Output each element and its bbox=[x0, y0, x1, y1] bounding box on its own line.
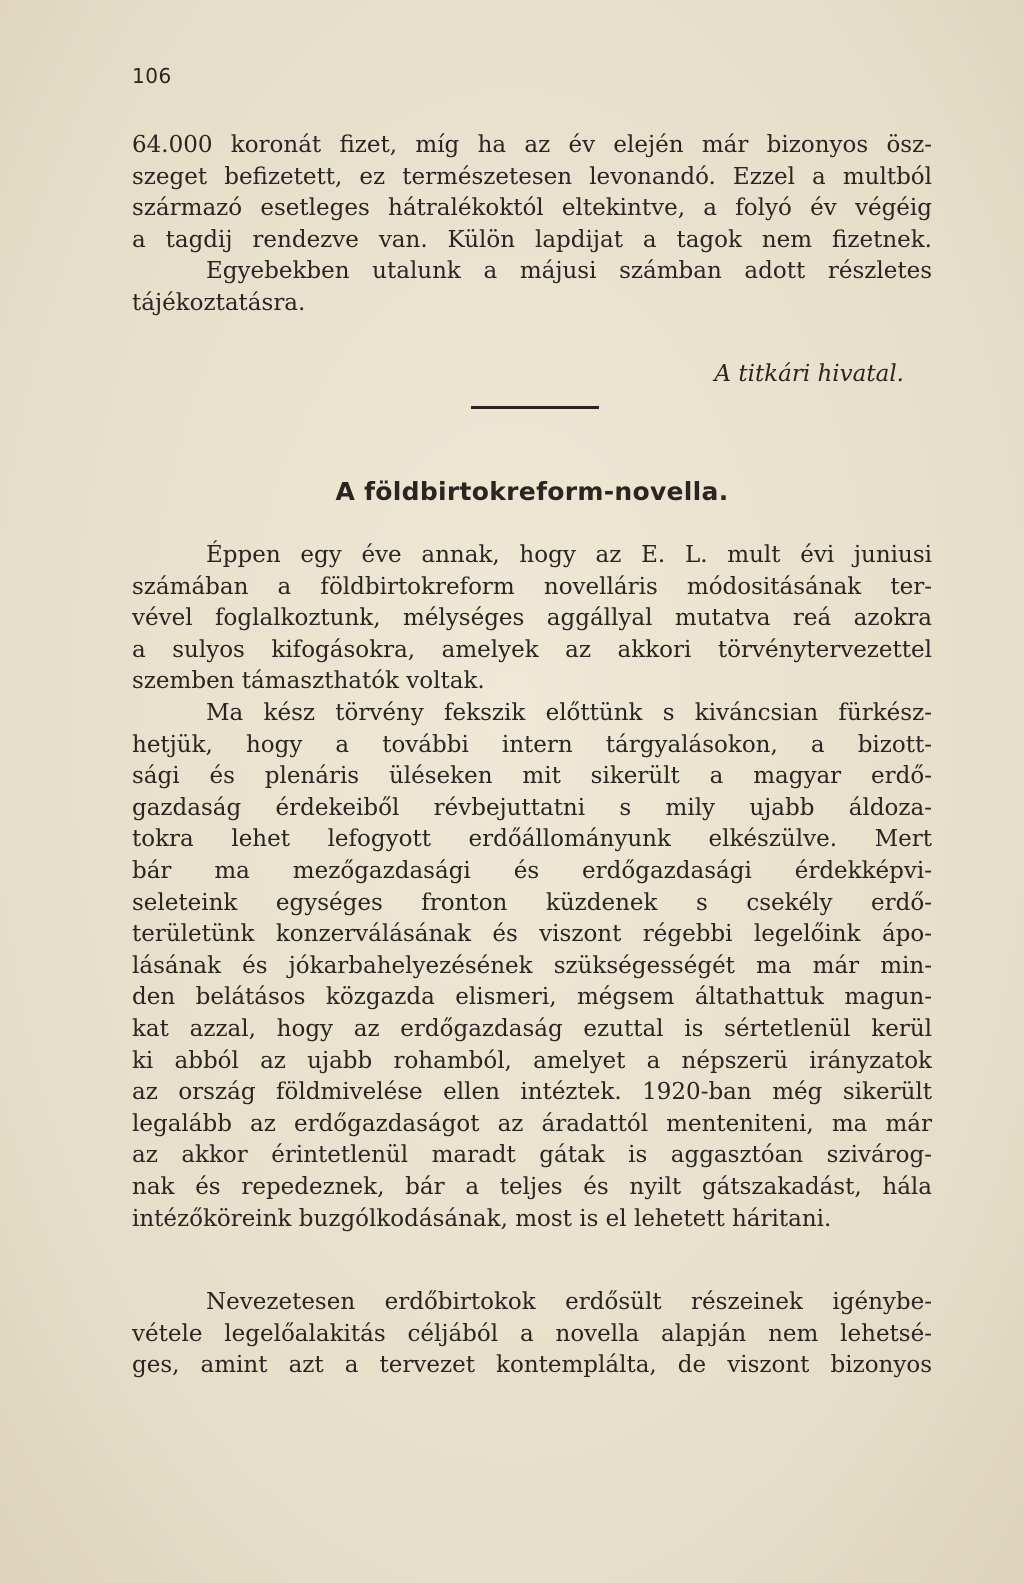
article-paragraph-3 bbox=[132, 1287, 932, 1382]
text-line: az ország földmivelése ellen intéztek. 1920-ban még sikerült bbox=[132, 1079, 932, 1106]
text-line: területünk konzerválásának és viszont régebbi legelőink ápo- bbox=[132, 921, 932, 948]
text-line: Egyebekben utalunk a májusi számban adott részletes bbox=[206, 258, 932, 285]
text-line: hetjük, hogy a további intern tárgyalásokon, a bizott- bbox=[132, 731, 932, 758]
text-line: vétele legelőalakitás céljából a novella alapján nem lehetsé- bbox=[132, 1320, 932, 1347]
text-line: számában a földbirtokreform novelláris módositásának ter- bbox=[132, 573, 932, 600]
text-line: sági és plenáris üléseken mit sikerült a magyar erdő- bbox=[132, 763, 932, 790]
section-divider bbox=[471, 406, 599, 409]
notice-signature: A titkári hivatal. bbox=[714, 361, 904, 387]
text-line: Éppen egy éve annak, hogy az E. L. mult évi juniusi bbox=[206, 542, 932, 568]
text-line: bár ma mezőgazdasági és erdőgazdasági érdekképvi- bbox=[132, 857, 932, 884]
text-line: 64.000 koronát fizet, míg ha az év elején már bizonyos ösz- bbox=[132, 132, 932, 158]
text-line: a sulyos kifogásokra, amelyek az akkori törvénytervezettel bbox=[132, 636, 932, 663]
text-line: a tagdij rendezve van. Külön lapdijat a tagok nem fizetnek. bbox=[132, 226, 932, 253]
text-line: den belátásos közgazda elismeri, mégsem áltathattuk magun- bbox=[132, 984, 932, 1011]
article-paragraph-1 bbox=[132, 540, 932, 698]
text-line: seleteink egységes fronton küzdenek s csekély erdő- bbox=[132, 889, 932, 916]
notice-paragraph bbox=[132, 130, 932, 320]
text-line: vével foglalkoztunk, mélységes aggállyal mutatva reá azokra bbox=[132, 605, 932, 632]
text-line: tájékoztatásra. bbox=[132, 289, 306, 316]
text-line: szemben támaszthatók voltak. bbox=[132, 668, 485, 695]
text-line: tokra lehet lefogyott erdőállományunk elkészülve. Mert bbox=[132, 826, 932, 853]
page-number: 106 bbox=[132, 64, 172, 88]
text-line: Nevezetesen erdőbirtokok erdősült részeinek igénybe- bbox=[206, 1289, 932, 1315]
text-line: származó esetleges hátralékoktól eltekintve, a folyó év végéig bbox=[132, 195, 932, 222]
text-line: lásának és jókarbahelyezésének szükségességét ma már min- bbox=[132, 952, 932, 979]
article-paragraph-2 bbox=[132, 698, 932, 1235]
text-line: legalább az erdőgazdaságot az áradattól menteniteni, ma már bbox=[132, 1110, 932, 1137]
text-line: ges, amint azt a tervezet kontemplálta, de viszont bizonyos bbox=[132, 1352, 932, 1379]
text-line: gazdaság érdekeiből révbejuttatni s mily ujabb áldoza- bbox=[132, 794, 932, 821]
text-line: az akkor érintetlenül maradt gátak is aggasztóan szivárog- bbox=[132, 1142, 932, 1169]
text-line: intézőköreink buzgólkodásának, most is el lehetett háritani. bbox=[132, 1205, 832, 1232]
text-line: Ma kész törvény fekszik előttünk s kiváncsian fürkész- bbox=[206, 700, 932, 726]
text-line: szeget befizetett, ez természetesen levonandó. Ezzel a multból bbox=[132, 163, 932, 190]
article-title: A földbirtokreform-novella. bbox=[335, 477, 729, 506]
text-line: nak és repedeznek, bár a teljes és nyilt gátszakadást, hála bbox=[132, 1173, 932, 1200]
text-line: ki abból az ujabb rohamból, amelyet a népszerü irányzatok bbox=[132, 1047, 932, 1074]
text-line: kat azzal, hogy az erdőgazdaság ezuttal is sértetlenül kerül bbox=[132, 1015, 932, 1042]
